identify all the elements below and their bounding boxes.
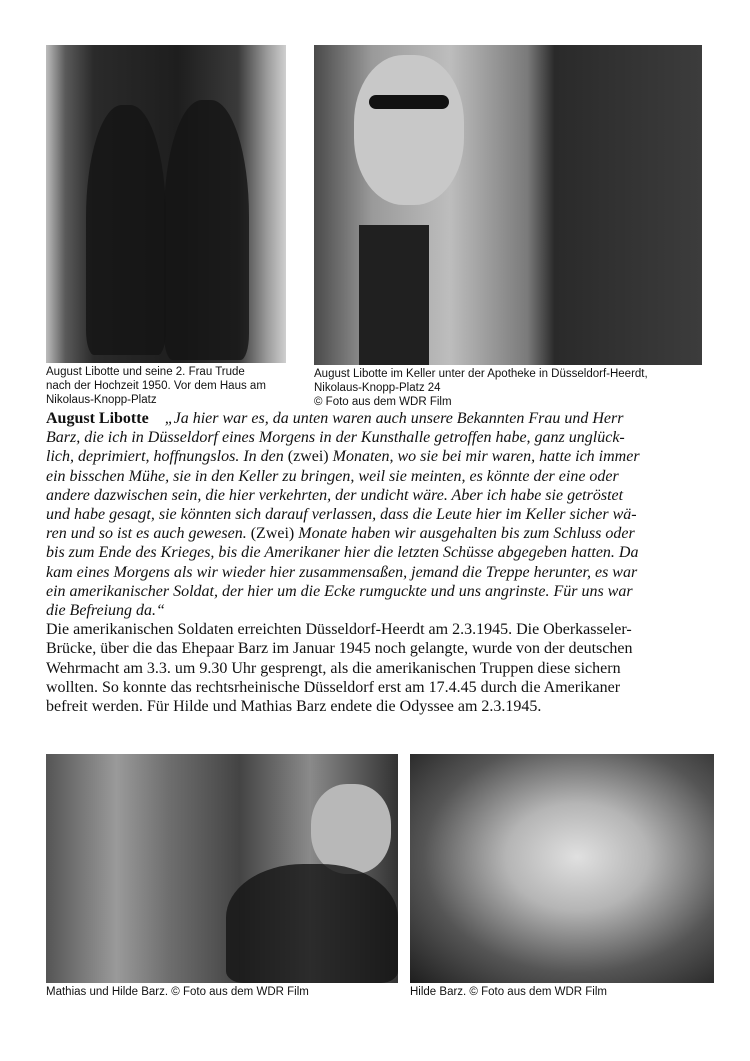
quote-line [46,409,716,428]
quote-line [46,524,716,543]
speaker-name: August Libotte [46,410,149,427]
quote-segment: Barz, die ich in Düsseldorf eines Morgens in der Kunsthalle getroffen habe, ganz unglück- [46,429,625,447]
caption-photo-3 [46,985,309,999]
paragraph-line: wollten. So konnte das rechtsrheinische Düsseldorf erst am 17.4.45 durch die Amerikaner [46,678,621,696]
paragraph-line: befreit werden. Für Hilde und Mathias Barz endete die Odyssee am 2.3.1945. [46,698,542,716]
quote-line [46,486,716,505]
quote-segment: „Ja hier war es, da unten waren auch unsere Bekannten Frau und Herr [164,410,624,427]
caption-line: © Foto aus dem WDR Film [314,396,452,408]
quote-segment: kam eines Morgens als wir wieder hier zusammensaßen, jemand die Treppe herunter, es war [46,563,638,581]
quote-line [46,447,716,466]
quote-segment: ren und so ist es auch gewesen. [46,525,251,543]
paragraph-line: Wehrmacht am 3.3. um 9.30 Uhr gesprengt, als die amerikanischen Truppen diese sichern [46,659,621,677]
quote-segment: ein amerikanischer Soldat, der hier um die Ecke rumguckte und uns angrinste. Für uns war [46,582,633,600]
quote-block [46,409,716,620]
photo-hilde [410,754,714,983]
quote-segment: Monaten, wo sie bei mir waren, hatte ich immer [332,448,640,466]
quote-segment: Monate haben wir ausgehalten bis zum Schluss oder [298,525,635,543]
photo-libotte-and-trude [46,45,286,363]
quote-line [46,582,716,601]
photo-mathias-and-hilde [46,754,398,983]
caption-line: nach der Hochzeit 1950. Vor dem Haus am [46,380,266,392]
quote-line [46,467,716,486]
caption-line: Nikolaus-Knopp-Platz [46,394,157,406]
quote-segment: ein bisschen Mühe, sie in den Keller zu bringen, weil sie meinten, es könnte der eine oder [46,467,619,485]
caption-photo-4 [410,985,607,999]
quote-segment: lich, deprimiert, hoffnungslos. In den [46,448,288,466]
quote-line [46,601,716,620]
caption-line: August Libotte und seine 2. Frau Trude [46,366,245,378]
quote-segment: (zwei) [287,448,333,466]
quote-segment: bis zum Ende des Krieges, bis die Amerikaner hier die letzten Schüsse abgegeben hatten. Da [46,544,639,562]
quote-segment: andere dazwischen sein, die hier verkehrten, der undicht wäre. Aber ich habe sie getröstet [46,486,624,504]
quote-line [46,505,716,524]
paragraph-line: Brücke, über die das Ehepaar Barz im Januar 1945 noch gelangte, wurde von der deutschen [46,640,633,658]
quote-segment: (Zwei) [250,525,299,543]
quote-segment: und habe gesagt, sie könnten sich darauf verlassen, dass die Leute hier im Keller sicher wä- [46,506,637,524]
caption-photo-1 [46,365,266,407]
caption-line: August Libotte im Keller unter der Apotheke in Düsseldorf-Heerdt, [314,368,648,380]
caption-line: Hilde Barz. © Foto aus dem WDR Film [410,986,607,998]
paragraph [46,620,716,716]
quote-segment: die Befreiung da.“ [46,602,165,620]
caption-line: Nikolaus-Knopp-Platz 24 [314,382,441,394]
quote-line [46,563,716,582]
quote-line [46,428,716,447]
quote-line [46,543,716,562]
paragraph-line: Die amerikanischen Soldaten erreichten Düsseldorf-Heerdt am 2.3.1945. Die Oberkasseler- [46,621,632,639]
caption-line: Mathias und Hilde Barz. © Foto aus dem WDR Film [46,986,309,998]
photo-libotte-in-cellar [314,45,702,365]
caption-photo-2 [314,367,648,409]
body-text [46,409,716,716]
